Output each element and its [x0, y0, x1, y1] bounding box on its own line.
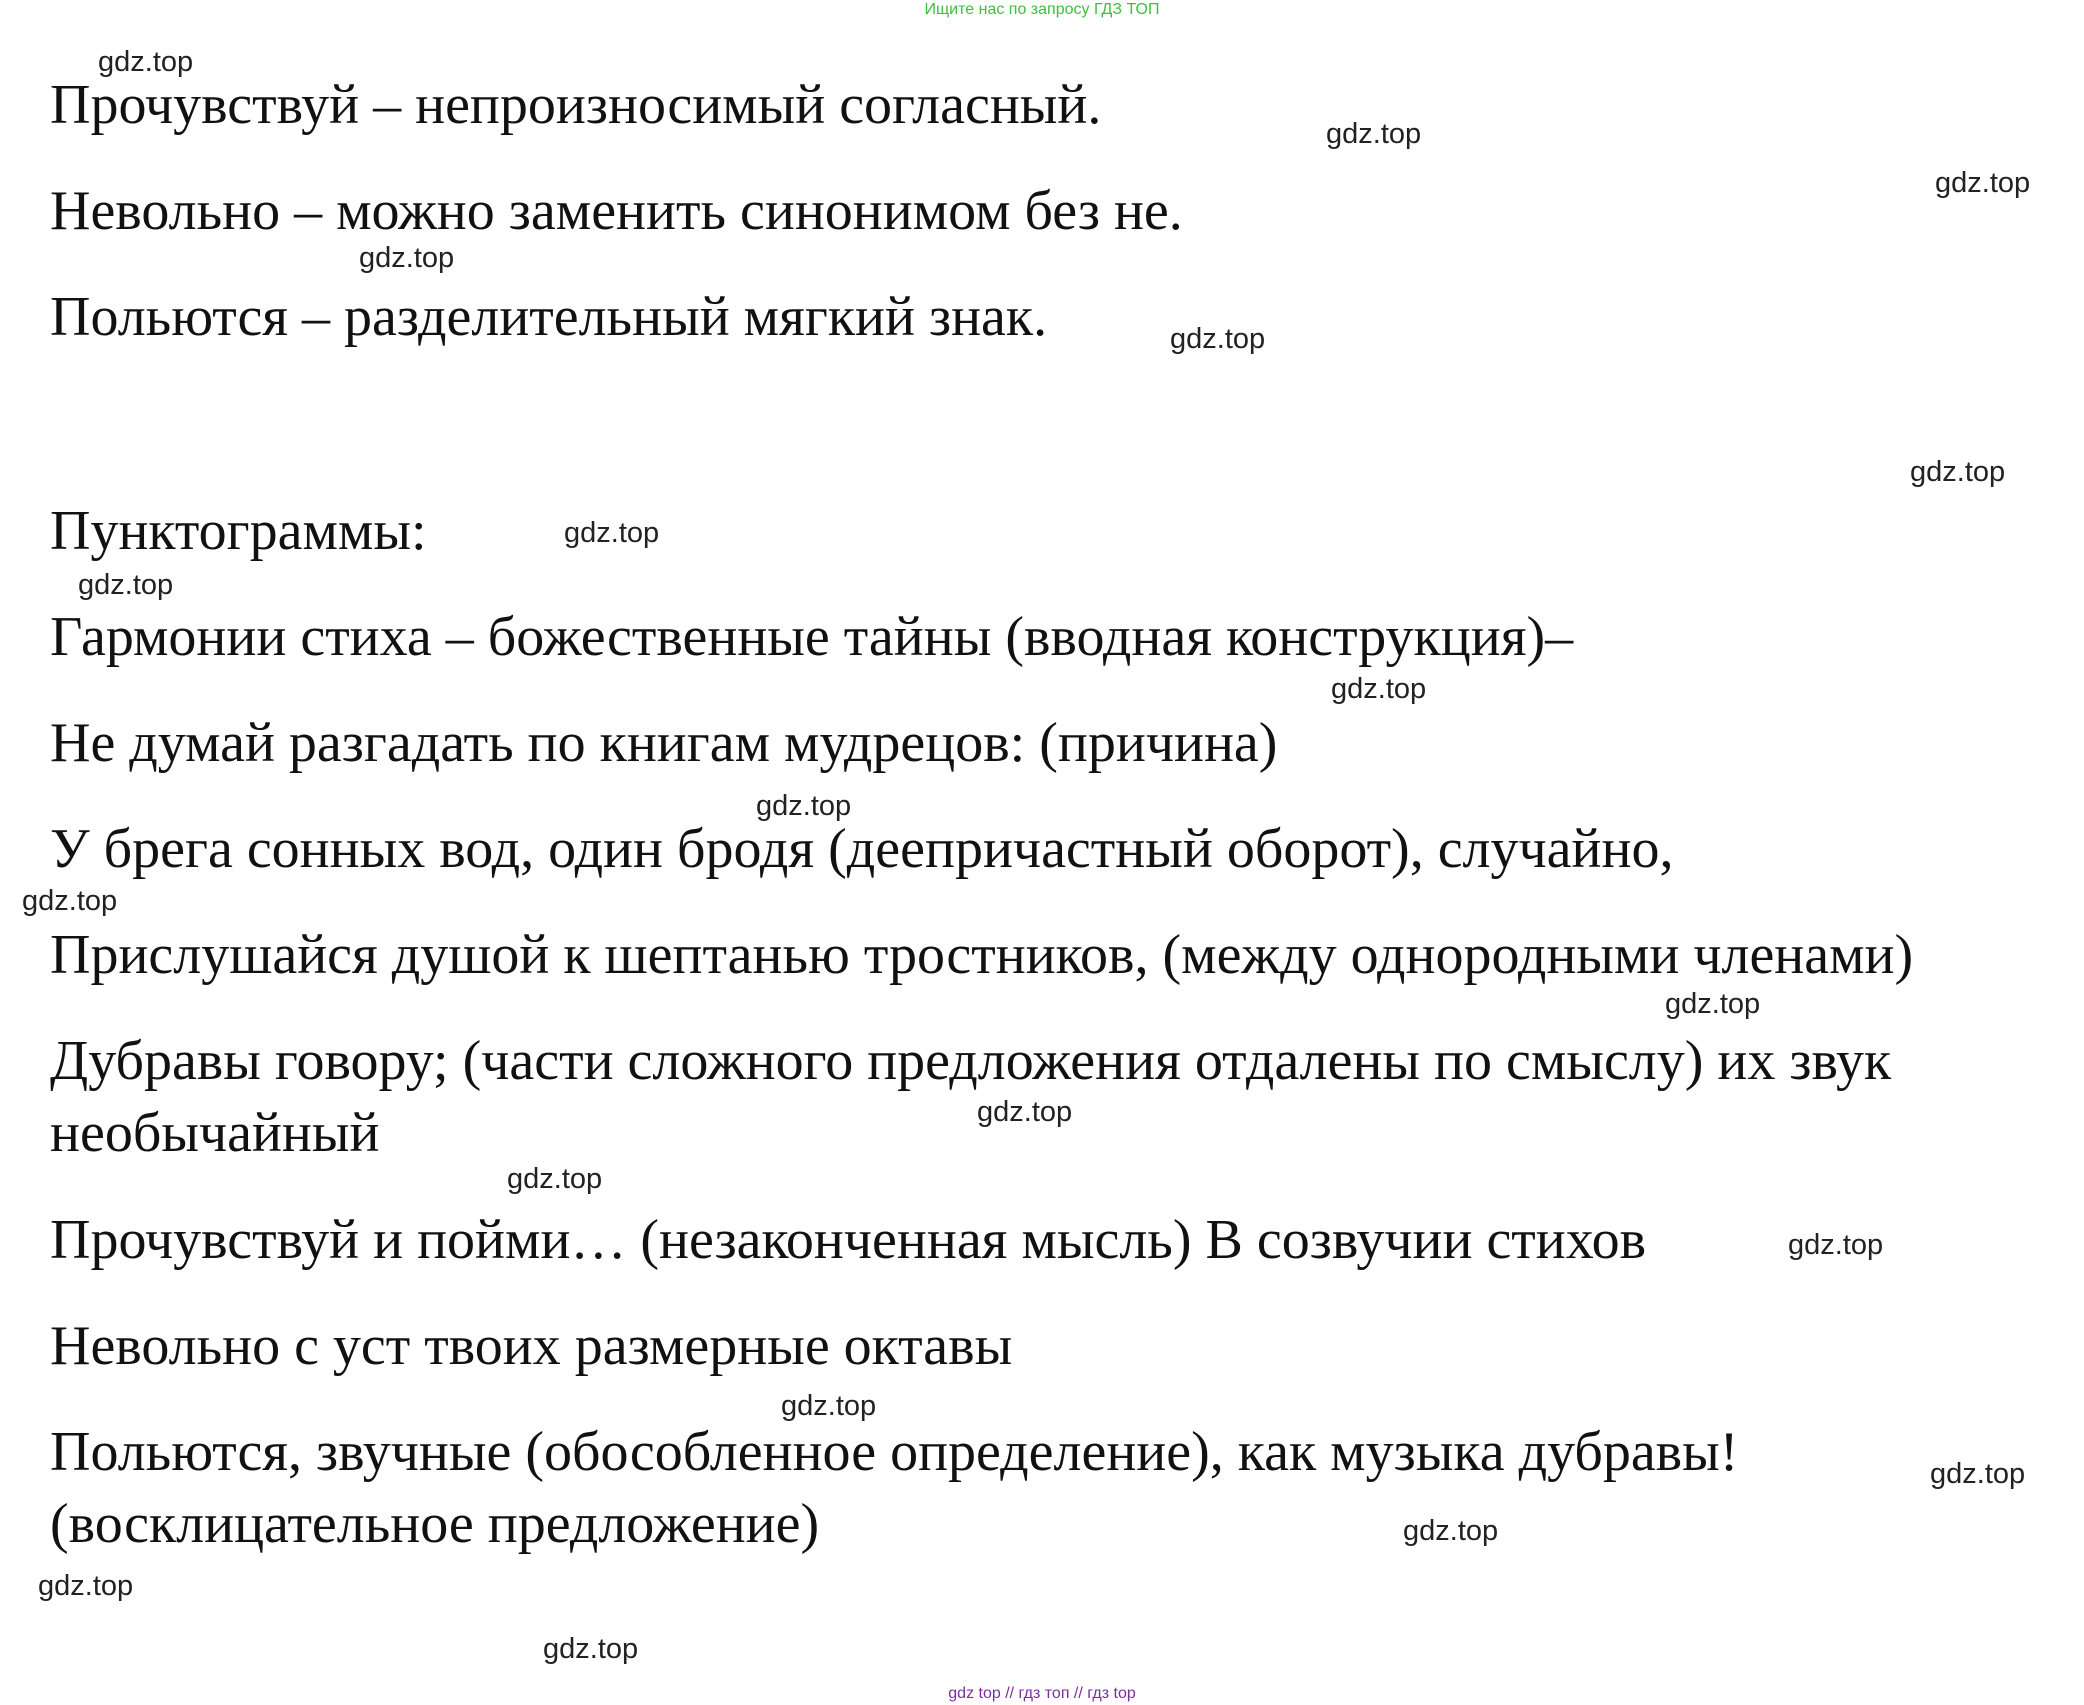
watermark: gdz.top	[22, 885, 118, 917]
orthogram-line-1: Прочувствуй – непроизносимый согласный.	[50, 74, 1102, 136]
watermark: gdz.top	[98, 46, 194, 78]
watermark: gdz.top	[1935, 167, 2031, 199]
watermark: gdz.top	[1170, 323, 1266, 355]
punct-line-8: Польются, звучные (обособленное определение), как музыка дубравы! (восклицательное предложение)	[50, 1421, 1739, 1555]
watermark: gdz.top	[1331, 673, 1427, 705]
watermark: gdz.top	[756, 790, 852, 822]
watermark: gdz.top	[564, 517, 660, 549]
watermark: gdz.top	[1403, 1515, 1499, 1547]
watermark: gdz.top	[1665, 988, 1761, 1020]
punct-line-3: У брега сонных вод, один бродя (деепричастный оборот), случайно,	[50, 818, 1674, 880]
watermark: gdz.top	[1930, 1458, 2026, 1490]
punct-line-6: Прочувствуй и пойми… (незаконченная мысль) В созвучии стихов	[50, 1209, 1647, 1271]
orthogram-line-3: Польются – разделительный мягкий знак.	[50, 286, 1048, 348]
punctogram-title: Пунктограммы:	[50, 500, 427, 562]
watermark: gdz.top	[507, 1163, 603, 1195]
watermark: gdz.top	[977, 1096, 1073, 1128]
watermark: gdz.top	[1910, 456, 2006, 488]
orthogram-line-2: Невольно – можно заменить синонимом без не.	[50, 180, 1183, 242]
top-banner: Ищите нас по запросу ГДЗ ТОП	[924, 1, 1160, 18]
punct-line-2: Не думай разгадать по книгам мудрецов: (причина)	[50, 712, 1278, 774]
watermark: gdz.top	[1788, 1229, 1884, 1261]
watermark: gdz.top	[359, 242, 455, 274]
watermark: gdz.top	[781, 1390, 877, 1422]
watermark: gdz.top	[78, 569, 174, 601]
punct-line-1: Гармонии стиха – божественные тайны (вводная конструкция)–	[50, 606, 1574, 668]
footer-links[interactable]: gdz top // гдз топ // гдз top	[948, 1685, 1136, 1702]
watermark: gdz.top	[543, 1633, 639, 1665]
punct-line-5: Дубравы говору; (части сложного предложения отдалены по смыслу) их звук необычайный	[50, 1030, 1892, 1164]
watermark: gdz.top	[1326, 118, 1422, 150]
watermark: gdz.top	[38, 1570, 134, 1602]
punct-line-7: Невольно с уст твоих размерные октавы	[50, 1315, 1013, 1377]
punct-line-4: Прислушайся душой к шептанью тростников, (между однородными членами)	[50, 924, 1914, 986]
